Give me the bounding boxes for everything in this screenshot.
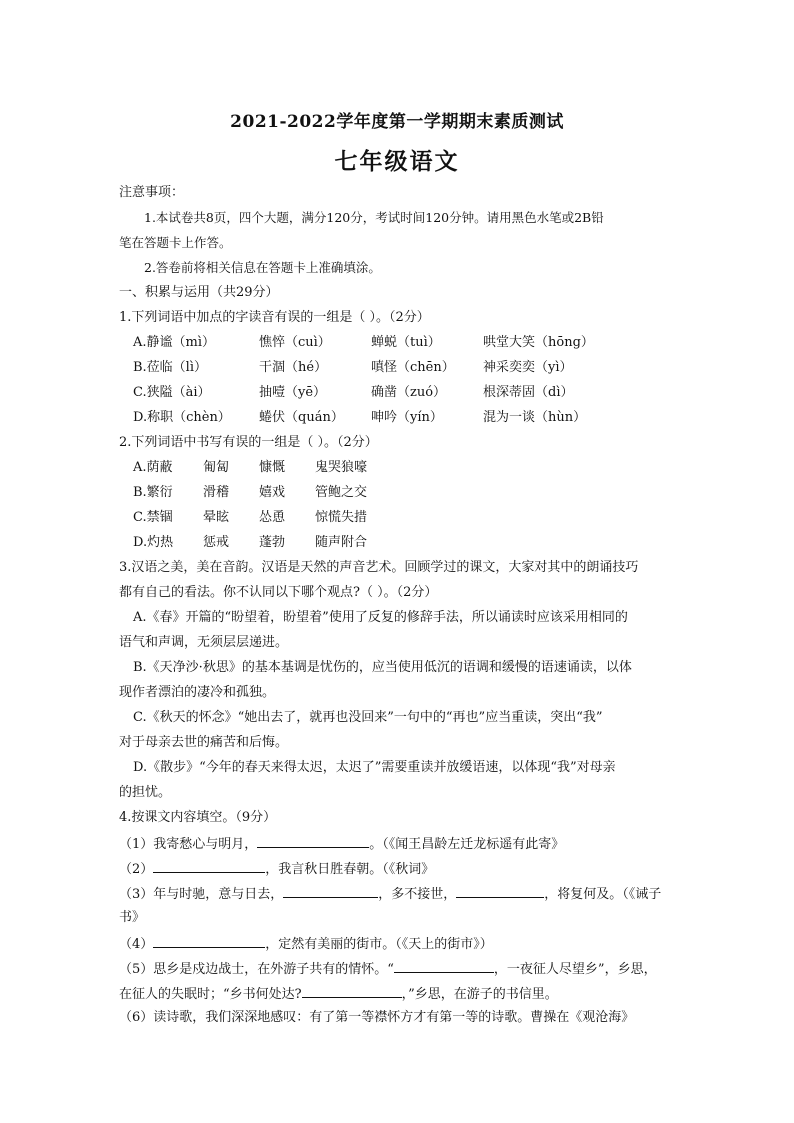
question-3-stem-line1: 3.汉语之美，美在音韵。汉语是天然的声音艺术。回顾学过的课文，大家对其中的朗诵技巧 [119, 560, 639, 575]
q2-option-cell: D.灼热 [133, 535, 174, 550]
q4-item-5-text: （5）思乡是戍边战士，在外游子共有的情怀。“ [119, 962, 394, 977]
answer-blank[interactable] [302, 984, 402, 998]
q4-item-2-number: （2） [119, 862, 154, 877]
answer-blank[interactable] [456, 884, 544, 898]
note-2: 2.答卷前将相关信息在答题卡上准确填涂。 [144, 260, 381, 275]
q1-option-cell: 干涸（hé） [259, 360, 328, 375]
q3-option-c-line2: 对于母亲去世的痛苦和后悔。 [119, 735, 289, 750]
q4-item-5 [119, 959, 657, 979]
q2-option-cell: 匍匐 [203, 460, 230, 475]
q1-option-cell: 嗔怪（chēn） [371, 360, 455, 375]
q4-item-4 [119, 934, 493, 954]
q4-item-3-text: （3）年与时驰，意与日去， [119, 887, 284, 902]
q1-option-cell: 呻吟（yín） [371, 410, 443, 425]
q1-option-cell: 确凿（zuó） [371, 385, 447, 400]
question-3-stem-line2: 都有自己的看法。你不认同以下哪个观点?（ ）。（2分） [119, 585, 438, 600]
answer-blank[interactable] [283, 884, 378, 898]
q2-option-cell: 惩戒 [203, 535, 230, 550]
q1-option-cell: 神采奕奕（yì） [483, 360, 573, 375]
q4-item-5-line2-end: ，”乡思，在游子的书信里。 [401, 987, 558, 1002]
q4-item-5-line2 [119, 984, 558, 1004]
q4-item-3-mid: ，多不接世， [378, 887, 457, 902]
q2-option-cell: 随声附合 [315, 535, 368, 550]
q3-option-d-line2: 的担忧。 [119, 785, 172, 800]
q1-option-cell: 抽噎（yē） [259, 385, 327, 400]
answer-blank[interactable] [153, 859, 265, 873]
q2-option-cell: 晕眩 [203, 510, 230, 525]
question-2-stem: 2.下列词语中书写有误的一组是（ ）。（2分） [119, 435, 378, 450]
q1-option-cell: 根深蒂固（dì） [483, 385, 574, 400]
q2-option-cell: B.繁衍 [133, 485, 173, 500]
answer-blank[interactable] [153, 934, 265, 948]
q3-option-b-line1: B.《天净沙·秋思》的基本基调是忧伤的，应当使用低沉的语调和缓慢的语速诵读，以体 [133, 660, 632, 675]
q3-option-a-line1: A.《春》开篇的“盼望着，盼望着”使用了反复的修辞手法，所以诵读时应该采用相同的 [133, 610, 628, 625]
q2-option-cell: A.荫蔽 [133, 460, 173, 475]
q4-item-4-number: （4） [119, 937, 154, 952]
q2-option-cell: 怂恿 [259, 510, 286, 525]
q3-option-b-line2: 现作者漂泊的凄冷和孤独。 [119, 685, 276, 700]
q4-item-2 [119, 859, 434, 879]
q1-option-cell: A.静谧（mì） [133, 335, 216, 350]
q3-option-c-line1: C.《秋天的怀念》“她出去了，就再也没回来”一句中的“再也”应当重读，突出“我” [133, 710, 603, 725]
notes-heading: 注意事项： [119, 185, 185, 200]
q1-option-cell: 蜷伏（quán） [259, 410, 344, 425]
q4-item-2-text: ，我言秋日胜春朝。（《秋词》 [265, 862, 435, 877]
q2-option-cell: C.禁锢 [133, 510, 173, 525]
q2-option-cell: 嬉戏 [259, 485, 286, 500]
q2-option-cell: 蓬勃 [259, 535, 286, 550]
answer-blank[interactable] [257, 834, 369, 848]
q4-item-3-cont: 书》 [119, 910, 146, 925]
q2-option-cell: 惊慌失措 [315, 510, 368, 525]
q1-option-cell: D.称职（chèn） [133, 410, 231, 425]
q3-option-d-line1: D.《散步》“今年的春天来得太迟，太迟了”需要重读并放缓语速，以体现“我”对母亲 [133, 760, 616, 775]
answer-blank[interactable] [394, 959, 494, 973]
q2-option-cell: 慷慨 [259, 460, 286, 475]
q1-option-cell: 混为一谈（hùn） [483, 410, 587, 425]
q4-item-1 [119, 834, 564, 854]
q1-option-cell: 憔悴（cuì） [259, 335, 331, 350]
q4-item-3-source: ，将复何及。（《诫子 [544, 887, 662, 902]
q1-option-cell: B.莅临（lì） [133, 360, 208, 375]
q2-option-cell: 滑稽 [203, 485, 230, 500]
note-1-line2: 笔在答题卡上作答。 [119, 235, 232, 250]
q1-option-cell: C.狭隘（ài） [133, 385, 211, 400]
section-heading: 一、积累与运用（共29分） [119, 285, 279, 300]
q1-option-cell: 蝉蜕（tuì） [371, 335, 441, 350]
q4-item-5-mid: ，一夜征人尽望乡”，乡思， [493, 962, 657, 977]
exam-title: 2021-2022学年度第一学期期末素质测试 [230, 112, 564, 132]
q4-item-1-source: 。（《闻王昌龄左迁龙标遥有此寄》 [369, 837, 565, 852]
q1-option-cell: 哄堂大笑（hōng） [483, 335, 594, 350]
q3-option-a-line2: 语气和声调，无须层层递进。 [119, 635, 289, 650]
q4-item-5-line2-text: 在征人的失眠时；“乡书何处达? [119, 987, 302, 1002]
q4-item-1-text: （1）我寄愁心与明月， [119, 837, 258, 852]
q4-item-4-text: ，定然有美丽的街市。（《天上的街市》） [265, 937, 493, 952]
exam-subject-title: 七年级语文 [334, 148, 460, 175]
q2-option-cell: 鬼哭狼嚎 [315, 460, 368, 475]
q2-option-cell: 管鲍之交 [315, 485, 368, 500]
question-1-stem: 1.下列词语中加点的字读音有误的一组是（ ）。（2分） [119, 310, 430, 325]
note-1-line1: 1.本试卷共8页，四个大题，满分120分，考试时间120分钟。请用黑色水笔或2B铅 [144, 210, 604, 225]
q4-item-3 [119, 884, 661, 904]
q4-item-6: （6）读诗歌，我们深深地感叹：有了第一等襟怀方才有第一等的诗歌。曹操在《观沧海》 [119, 1010, 635, 1025]
question-4-stem: 4.按课文内容填空。（9分） [119, 810, 277, 825]
